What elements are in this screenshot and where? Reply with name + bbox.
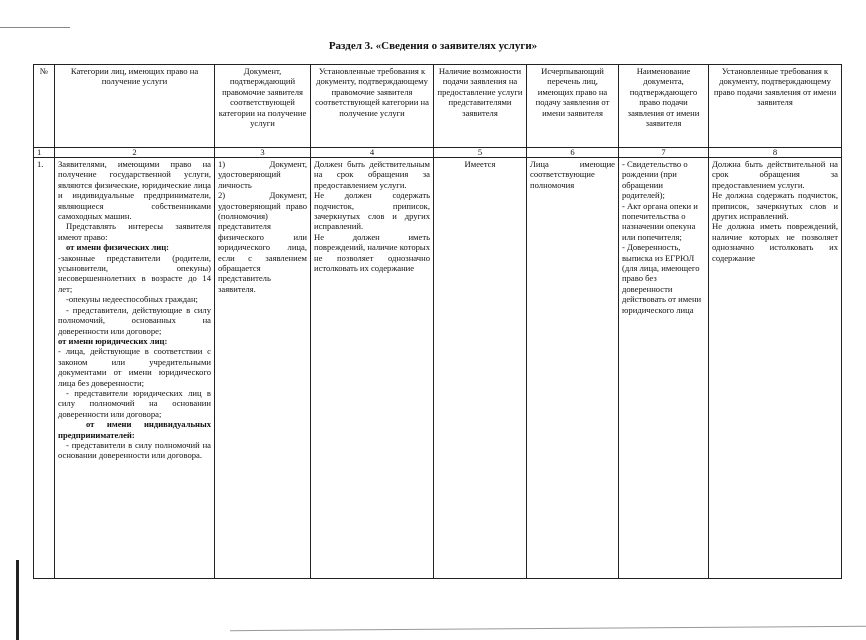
cell-paragraph: - Доверенность, выписка из ЕГРЮЛ (для лица, имеющего право без доверенности действовать от имени юридического лица bbox=[622, 242, 702, 315]
applicants-table bbox=[33, 64, 842, 579]
column-number: 6 bbox=[527, 148, 619, 158]
cell-paragraph: -опекуны недееспособных граждан; bbox=[66, 294, 198, 305]
scan-artifact-line bbox=[0, 27, 70, 28]
cell-subheading: от имени юридических лиц: bbox=[58, 335, 168, 346]
column-number: 8 bbox=[709, 148, 842, 158]
cell-paragraph: Представлять интересы заявителя имеют право: bbox=[58, 221, 211, 242]
header-cell: Документ, подтверждающий правомочие заявителя соответствующей категории на получение услуги bbox=[215, 65, 311, 148]
representative-requirements-cell bbox=[709, 158, 842, 579]
cell-subheading: от имени физических лиц: bbox=[66, 242, 170, 253]
table-row bbox=[34, 158, 842, 579]
applicant-categories-cell bbox=[55, 158, 215, 579]
header-cell: Установленные требования к документу, подтверждающему право подачи заявления от имени заявителя bbox=[709, 65, 842, 148]
cell-paragraph: - Акт органа опеки и попечительства о назначении опекуна или попечителя; bbox=[622, 200, 698, 242]
cell-paragraph: Заявителями, имеющими право на получение государственной услуги, являются физические, юридические лица и индивидуальные предприниматели, являющиеся собственниками самоходных машин. bbox=[58, 159, 211, 222]
header-cell: Исчерпывающий перечень лиц, имеющих право на подачу заявления от имени заявителя bbox=[527, 65, 619, 148]
column-number: 2 bbox=[55, 148, 215, 158]
header-cell: Наименование документа, подтверждающего право подачи заявления от имени заявителя bbox=[619, 65, 709, 148]
cell-paragraph: - Свидетельство о рождении (при обращении родителей); bbox=[622, 159, 688, 201]
scan-artifact-line bbox=[230, 626, 866, 631]
representative-document-cell bbox=[619, 158, 709, 579]
cell-paragraph: Не должна содержать подчисток, приписок, зачеркнутых слов и других исправлений. bbox=[712, 190, 838, 222]
header-cell: № bbox=[34, 65, 55, 148]
column-number: 1 bbox=[34, 148, 55, 158]
column-number: 5 bbox=[434, 148, 527, 158]
cell-paragraph: -законные представители (родители, усыновители, опекуны) несовершеннолетних в возрасте до 14 лет; bbox=[58, 252, 211, 294]
cell-paragraph: Должна быть действительной на срок обращения за предоставлением услуги. bbox=[712, 159, 838, 190]
cell-paragraph: Не должен содержать подчисток, приписок, зачеркнутых слов и других исправлений. bbox=[314, 190, 430, 232]
header-cell: Наличие возможности подачи заявления на предоставление услуги представителями заявителя bbox=[434, 65, 527, 148]
column-number: 7 bbox=[619, 148, 709, 158]
cell-subheading: от имени индивидуальных предпринимателей: bbox=[58, 419, 211, 440]
cell-paragraph: 2) Документ, удостоверяющий право (полномочия) представителя физического или юридического лица, если с заявлением обращается представитель заявителя. bbox=[218, 190, 307, 294]
scan-artifact-edge bbox=[16, 560, 19, 640]
section-title: Раздел 3. «Сведения о заявителях услуги» bbox=[328, 40, 538, 52]
representative-availability-cell: Имеется bbox=[434, 158, 527, 579]
authority-requirements-cell bbox=[311, 158, 434, 579]
column-number-row bbox=[34, 148, 842, 158]
header-cell: Установленные требования к документу, подтверждающему правомочие заявителя соответствующей категории на получение услуги bbox=[311, 65, 434, 148]
cell-paragraph: Не должна иметь повреждений, наличие которых не позволяет однозначно истолковать их содержание bbox=[712, 221, 838, 263]
cell-paragraph: - представители юридических лиц в силу полномочий на основании доверенности или договора; bbox=[58, 387, 211, 419]
cell-paragraph: 1) Документ, удостоверяющий личность bbox=[218, 159, 307, 190]
row-number: 1. bbox=[34, 158, 55, 579]
header-cell: Категории лиц, имеющих право на получение услуги bbox=[55, 65, 215, 148]
header-row bbox=[34, 65, 842, 148]
authority-document-cell bbox=[215, 158, 311, 579]
cell-paragraph: Не должен иметь повреждений, наличие которых не позволяет однозначно истолковать их содержание bbox=[314, 231, 430, 274]
cell-paragraph: - представители в силу полномочий на основании доверенности или договора. bbox=[58, 439, 211, 461]
cell-paragraph: - представители, действующие в силу полномочий, основанных на доверенности или договоре; bbox=[58, 304, 211, 336]
column-number: 3 bbox=[215, 148, 311, 158]
column-number: 4 bbox=[311, 148, 434, 158]
cell-paragraph: - лица, действующие в соответствии с законом или учредительными документами от имени юридического лица без доверенности; bbox=[58, 346, 211, 388]
authorized-persons-cell: Лица имеющие соответствующие полномочия bbox=[527, 158, 619, 579]
cell-paragraph: Должен быть действительным на срок обращения за предоставлением услуги. bbox=[314, 159, 430, 190]
